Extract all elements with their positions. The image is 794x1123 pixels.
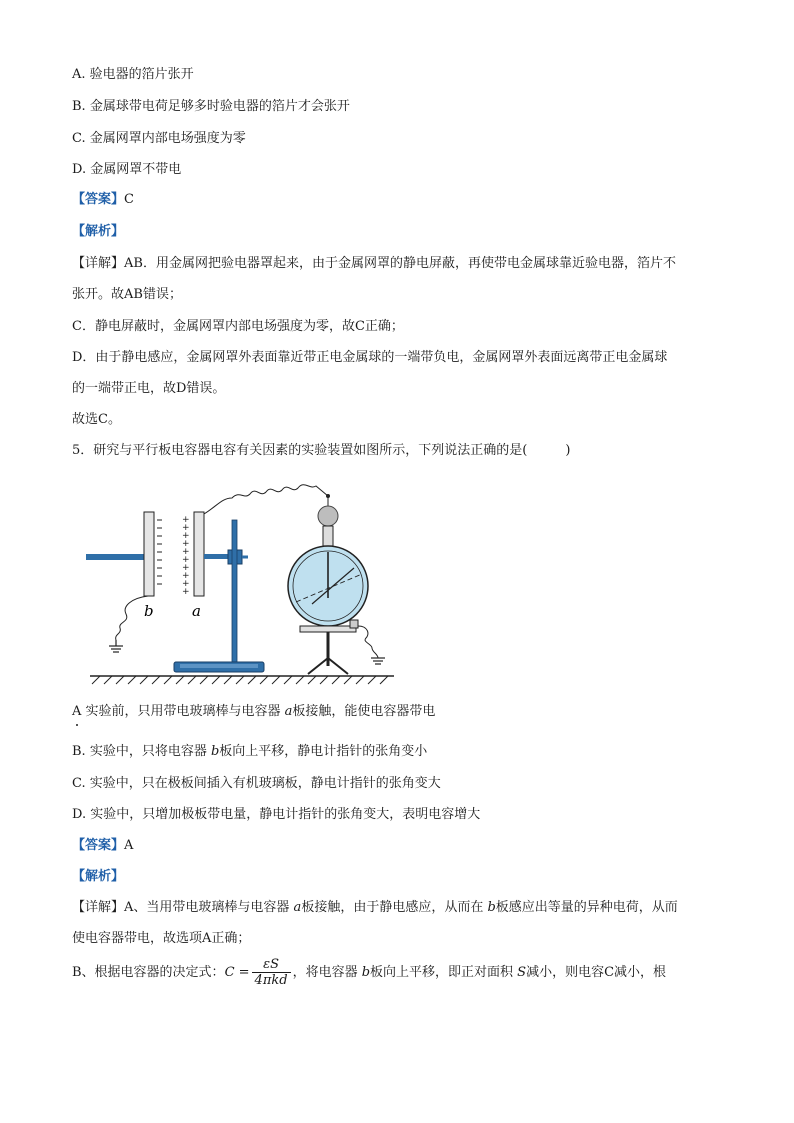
ground-symbol-left [109,640,123,652]
q5-detail-line-3 [72,956,666,990]
detail-variable: S [517,965,527,980]
option-text: 板接触，能使电容器带电 [292,704,436,719]
detail-text: 板感应出等量的异种电荷，从而 [495,900,678,915]
q5-option-c [72,775,441,793]
electrometer-terminal [350,620,358,628]
detail-tag: 【详解】 [72,900,125,915]
q4-analysis-tag [72,223,124,241]
electrometer-ground-wire [358,626,378,658]
q5-analysis-tag [72,868,124,886]
svg-text:+: + [182,587,190,597]
q5-detail-line-2: 使电容器带电，故选项A正确； [72,931,251,946]
plate-b-minus-signs [157,520,162,584]
capacitor-apparatus-figure [82,476,402,688]
q4-option-a: A. 验电器的箔片张开 [72,67,194,82]
formula-lhs: C = [224,965,250,980]
stand-pole [232,520,237,666]
option-text: A 实验前，只用带电玻璃棒与电容器 [72,704,285,719]
plate-a-plus-signs [182,515,190,597]
q4-detail-line-4: D．由于静电感应，金属网罩外表面靠近带正电金属球的一端带负电，金属网罩外表面远离带正电金属球 [72,350,668,365]
detail-text: ，将电容器 [292,965,362,980]
answer-tag: 【答案】 [72,192,125,207]
plate-b [144,512,154,596]
detail-tag: 【详解】 [72,256,125,271]
capacitance-formula [252,957,291,988]
svg-text:+: + [182,571,190,581]
q4-detail-line-3: C．静电屏蔽时，金属网罩内部电场强度为零，故C正确； [72,319,404,334]
detail-text: A、当用带电玻璃棒与电容器 [124,900,294,915]
label-b: b [144,602,154,620]
label-a: a [192,602,201,620]
q5-detail-line-1 [72,899,678,917]
option-variable: b [210,744,220,759]
option-text: D. 实验中，只增加极板带电量，静电计指针的张角变大，表明电容增大 [72,807,481,822]
electrometer-ball [318,506,338,526]
detail-variable: b [487,900,496,915]
q4-conclusion: 故选C。 [72,412,121,427]
detail-variable: a [293,900,302,915]
svg-text:+: + [182,539,190,549]
option-text: 板向上平移，静电计指针的张角变小 [219,744,428,759]
answer-value: C [124,192,134,207]
formula-denominator: 4πkd [254,973,288,988]
answer-tag: 【答案】 [72,838,125,853]
detail-text: 板接触，由于静电感应，从而在 [301,900,488,915]
svg-text:+: + [182,579,190,589]
detail-variable: b [361,965,371,980]
q5-option-a [72,703,435,721]
q4-option-d: D. 金属网罩不带电 [72,162,182,177]
svg-text:+: + [182,563,190,573]
svg-text:+: + [182,515,190,525]
q4-option-c: C. 金属网罩内部电场强度为零 [72,131,246,146]
q5-option-d [72,806,480,824]
analysis-tag: 【解析】 [72,869,125,884]
q4-detail-line-1 [72,255,676,273]
connecting-wire [204,485,328,514]
formula-numerator: εS [252,957,291,973]
svg-text:+: + [182,531,190,541]
q5-stem [72,442,570,460]
q5-option-b [72,743,427,761]
plate-a [194,512,204,596]
ground-symbol-right [371,658,385,664]
q5-stem-close: ) [565,443,571,458]
detail-text: B、根据电容器的决定式： [72,965,225,980]
q4-detail-line-5: 的一端带正电，故D错误。 [72,381,226,396]
option-text: B. 实验中，只将电容器 [72,744,211,759]
stand-base-highlight [180,664,258,668]
q4-detail-line-2: 张开。故AB错误； [72,287,182,302]
stray-dot [76,724,78,726]
analysis-tag: 【解析】 [72,224,125,239]
q4-answer-line [72,191,134,209]
floor-hatch [92,676,388,684]
svg-text:+: + [182,555,190,565]
option-variable: a [284,704,293,719]
detail-text: 减小，则电容C减小，根 [526,965,667,980]
option-text: C. 实验中，只在极板间插入有机玻璃板，静电计指针的张角变大 [72,776,441,791]
answer-value: A [124,838,134,853]
svg-text:+: + [182,547,190,557]
q4-option-b: B. 金属球带电荷足够多时验电器的箔片才会张开 [72,99,350,114]
detail-text: AB．用金属网把验电器罩起来，由于金属网罩的静电屏蔽，再使带电金属球靠近验电器，箔片不 [124,256,676,271]
q5-answer-line [72,837,133,855]
q5-stem-text: 5．研究与平行板电容器电容有关因素的实验装置如图所示，下列说法正确的是( [72,443,528,458]
left-insulating-rod [86,554,144,560]
detail-text: 板向上平移，即正对面积 [370,965,518,980]
svg-text:+: + [182,523,190,533]
electrometer-mount [300,626,356,632]
